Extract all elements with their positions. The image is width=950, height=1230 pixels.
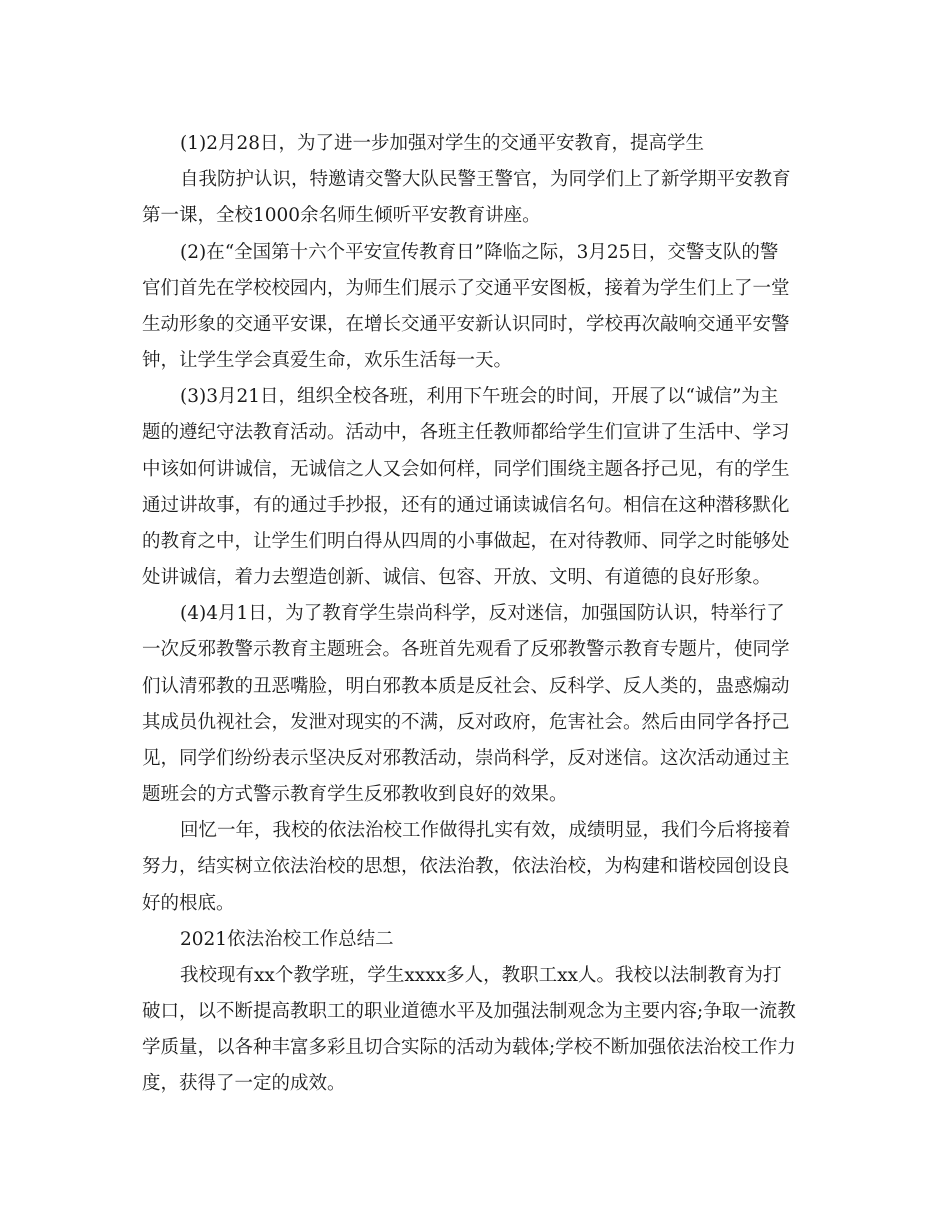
text-line-18: 见，同学们纷纷表示坚决反对邪教活动，崇尚科学，反对迷信。这次活动通过主 (142, 748, 790, 769)
text-line-22: 好的根底。 (142, 893, 235, 914)
text-line-1: (1)2月28日，为了进一步加强对学生的交通平安教育，提高学生 (180, 133, 705, 154)
text-line-25: 破口，以不断提高教职工的职业道德水平及加强法制观念为主要内容;争取一流教 (142, 1001, 796, 1022)
text-line-5: 官们首先在学校校园内，为师生们展示了交通平安图板，接着为学生们上了一堂 (142, 278, 790, 299)
text-line-16: 们认清邪教的丑恶嘴脸，明白邪教本质是反社会、反科学、反人类的，蛊惑煽动 (142, 676, 790, 697)
text-line-2: 自我防护认识，特邀请交警大队民警王警官，为同学们上了新学期平安教育 (180, 169, 791, 190)
text-line-24: 我校现有xx个教学班，学生xxxx多人，教职工xx人。我校以法制教育为打 (180, 965, 782, 986)
text-line-4: (2)在“全国第十六个平安宣传教育日”降临之际，3月25日，交警支队的警 (180, 242, 779, 263)
text-line-13: 处讲诚信，着力去塑造创新、诚信、包容、开放、文明、有道德的良好形象。 (142, 567, 772, 588)
text-line-6: 生动形象的交通平安课，在增长交通平安新认识同时，学校再次敲响交通平安警 (142, 314, 790, 335)
text-line-11: 通过讲故事，有的通过手抄报，还有的通过诵读诚信名句。相信在这种潜移默化 (142, 495, 790, 516)
text-line-21: 努力，结实树立依法治校的思想，依法治教，依法治校，为构建和谐校园创设良 (142, 856, 790, 877)
text-line-10: 中该如何讲诚信，无诚信之人又会如何样，同学们围绕主题各抒己见，有的学生 (142, 459, 790, 480)
text-line-8: (3)3月21日，组织全校各班，利用下午班会的时间，开展了以“诚信”为主 (180, 386, 779, 407)
text-line-9: 题的遵纪守法教育活动。活动中，各班主任教师都给学生们宣讲了生活中、学习 (142, 422, 790, 443)
text-line-7: 钟，让学生学会真爱生命，欢乐生活每一天。 (142, 350, 513, 371)
text-line-27: 度，获得了一定的成效。 (142, 1073, 346, 1094)
text-line-26: 学质量，以各种丰富多彩且切合实际的活动为载体;学校不断加强依法治校工作力 (142, 1037, 796, 1058)
text-line-17: 其成员仇视社会，发泄对现实的不满，反对政府，危害社会。然后由同学各抒己 (142, 712, 790, 733)
section-heading: 2021依法治校工作总结二 (180, 929, 394, 950)
text-line-12: 的教育之中，让学生们明白得从四周的小事做起，在对待教师、同学之时能够处 (142, 531, 790, 552)
text-line-20: 回忆一年，我校的依法治校工作做得扎实有效，成绩明显，我们今后将接着 (180, 820, 791, 841)
text-line-14: (4)4月1日，为了教育学生崇尚科学，反对迷信，加强国防认识，特举行了 (180, 603, 785, 624)
text-line-19: 题班会的方式警示教育学生反邪教收到良好的效果。 (142, 784, 568, 805)
text-line-3: 第一课，全校1000余名师生倾听平安教育讲座。 (142, 205, 541, 226)
text-line-15: 一次反邪教警示教育主题班会。各班首先观看了反邪教警示教育专题片，使同学 (142, 639, 790, 660)
